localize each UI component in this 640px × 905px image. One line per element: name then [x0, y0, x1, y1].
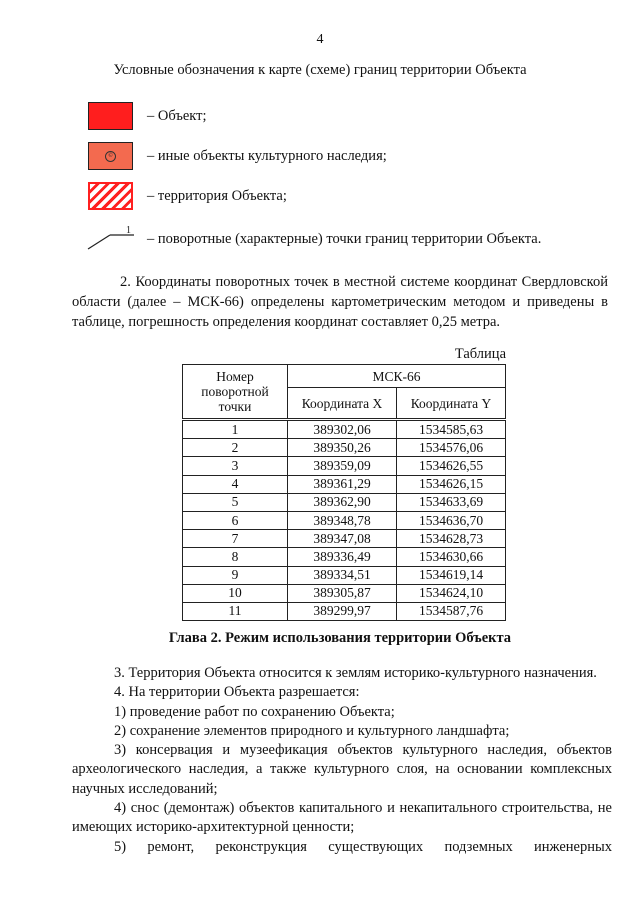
table-caption: Таблица — [454, 346, 506, 362]
table-row — [183, 475, 506, 493]
table-row — [183, 566, 506, 584]
coord-y-cell: 1534576,06 — [397, 439, 506, 457]
coord-y-cell: 1534628,73 — [397, 530, 506, 548]
table-row — [183, 420, 506, 439]
leader-number-label: 1 — [126, 225, 131, 236]
header-y: Координата Y — [397, 388, 506, 420]
coord-y-cell: 1534636,70 — [397, 511, 506, 529]
table-row — [183, 602, 506, 620]
coord-x-cell: 389299,97 — [288, 602, 397, 620]
table-row — [183, 457, 506, 475]
table-row — [183, 493, 506, 511]
coord-x-cell: 389350,26 — [288, 439, 397, 457]
legend-item-other-heritage — [88, 141, 387, 171]
coord-x-cell: 389361,29 — [288, 475, 397, 493]
table-row — [183, 530, 506, 548]
point-number-cell: 7 — [183, 530, 288, 548]
page-number: 4 — [316, 32, 324, 47]
clause-3: 3. Территория Объекта относится к землям историко-культурного назначения. — [114, 665, 597, 681]
coord-y-cell: 1534626,15 — [397, 475, 506, 493]
chapter-title: Глава 2. Режим использования территории Объекта — [168, 630, 512, 646]
legend-item-label: – Объект; — [147, 107, 207, 124]
point-number-cell: 11 — [183, 602, 288, 620]
clause-4-1: 1) проведение работ по сохранению Объекта; — [114, 703, 395, 720]
header-point-number: Номер поворотной точки — [183, 365, 288, 420]
coord-y-cell: 1534633,69 — [397, 493, 506, 511]
heritage-marker-icon: © — [105, 151, 116, 162]
table-row — [183, 584, 506, 602]
point-number-cell: 1 — [183, 420, 288, 439]
territory-hatch-icon — [88, 182, 133, 210]
coord-x-cell: 389347,08 — [288, 530, 397, 548]
header-x: Координата X — [288, 388, 397, 420]
table-body — [183, 420, 506, 621]
leader-line-icon — [88, 225, 133, 253]
coord-x-cell: 389334,51 — [288, 566, 397, 584]
coord-x-cell: 389305,87 — [288, 584, 397, 602]
point-number-cell: 8 — [183, 548, 288, 566]
object-symbol-icon — [88, 102, 133, 130]
point-number-cell: 9 — [183, 566, 288, 584]
coordinates-table — [182, 364, 506, 621]
legend-item-label: – территория Объекта; — [147, 187, 287, 204]
coord-y-cell: 1534585,63 — [397, 420, 506, 439]
legend-item-label: – поворотные (характерные) точки границ территории Объекта. — [147, 230, 542, 247]
paragraph-2-text: 2. Координаты поворотных точек в местной системе координат Свердловской области (далее – МСК-66) определены картометрическим методом и приведены в таблице, погрешность определения координат составляет 0,25 метра. — [72, 274, 608, 330]
header-msk66: МСК-66 — [288, 365, 506, 388]
clause-4-4: 4) снос (демонтаж) объектов капитального и некапитального строительства, не имеющих историко-архитектурной ценности; — [72, 800, 612, 836]
point-number-cell: 4 — [183, 475, 288, 493]
coord-y-cell: 1534619,14 — [397, 566, 506, 584]
legend-title: Условные обозначения к карте (схеме) границ территории Объекта — [113, 62, 527, 78]
table-row — [183, 548, 506, 566]
coord-x-cell: 389302,06 — [288, 420, 397, 439]
legend-item-object — [88, 101, 207, 131]
table-row — [183, 439, 506, 457]
coord-x-cell: 389348,78 — [288, 511, 397, 529]
table-row — [183, 511, 506, 529]
clause-4-2: 2) сохранение элементов природного и культурного ландшафта; — [114, 722, 510, 739]
coord-y-cell: 1534626,55 — [397, 457, 506, 475]
legend-item-territory — [88, 181, 287, 211]
coord-x-cell: 389359,09 — [288, 457, 397, 475]
legend-item-turning-points — [88, 224, 541, 254]
coord-y-cell: 1534630,66 — [397, 548, 506, 566]
coord-y-cell: 1534624,10 — [397, 584, 506, 602]
paragraph-2 — [72, 272, 608, 332]
point-number-cell: 5 — [183, 493, 288, 511]
legend-item-label: – иные объекты культурного наследия; — [147, 147, 387, 164]
coord-y-cell: 1534587,76 — [397, 602, 506, 620]
point-number-cell: 3 — [183, 457, 288, 475]
other-heritage-symbol-icon — [88, 142, 133, 170]
coord-x-cell: 389336,49 — [288, 548, 397, 566]
point-number-cell: 6 — [183, 511, 288, 529]
clause-4: 4. На территории Объекта разрешается: — [114, 684, 360, 701]
coord-x-cell: 389362,90 — [288, 493, 397, 511]
clauses-block — [72, 664, 612, 857]
clause-4-5: 5) ремонт, реконструкция существующих подземных инженерных — [114, 838, 612, 855]
clause-4-3: 3) консервация и музеефикация объектов культурного наследия, объектов археологического наследия, а также культурного слоя, на основании комплексных научных исследований; — [72, 742, 612, 797]
point-number-cell: 2 — [183, 439, 288, 457]
point-number-cell: 10 — [183, 584, 288, 602]
